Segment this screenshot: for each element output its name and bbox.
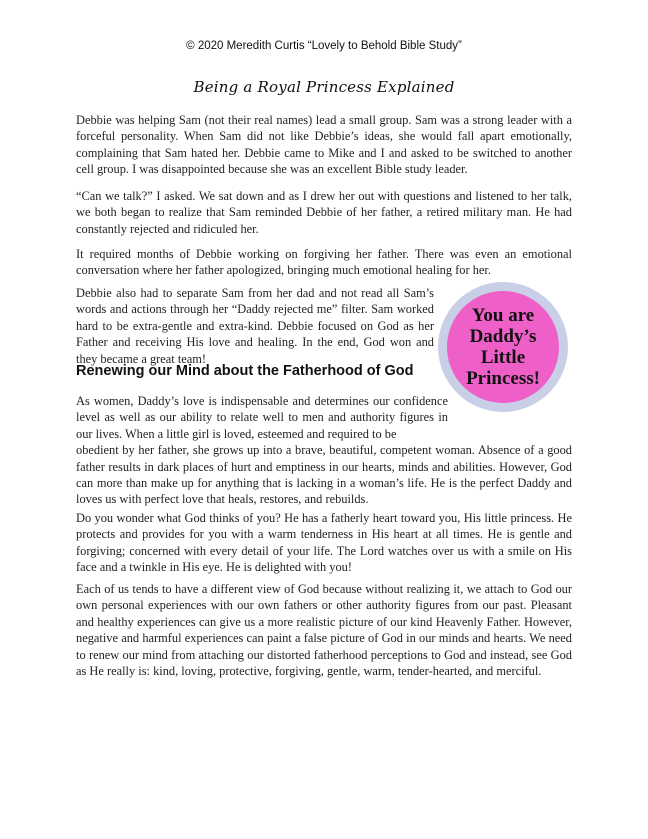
page-header: © 2020 Meredith Curtis “Lovely to Behold Bible Study” [186,40,462,52]
badge-line-1: You are [471,305,535,326]
paragraph-3: It required months of Debbie working on forgiving her father. There was even an emotional conversation where her father apologized, bringing much emotional healing for her. [76,247,572,278]
badge-line-4: Princess! [466,368,540,389]
paragraph-2: “Can we talk?” I asked. We sat down and as I drew her out with questions and listened to her talk, we both began to realize that Sam reminded Debbie of her father, a retired military man. He had constantly rejected and ridiculed her. [76,189,572,236]
paragraph-1: Debbie was helping Sam (not their real names) lead a small group. Sam was a strong leader with a forceful personality. When Sam did not like Debbie’s ideas, she would fall apart emotionally, complaining that Sam hated her. Debbie came to Mike and I and asked to be switched to another cell group. I was disappointed because she was an excellent Bible study leader. [76,113,572,177]
princess-badge-text [466,305,540,389]
badge-line-2: Daddy’s [469,326,537,347]
paragraph-6: Do you wonder what God thinks of you? He has a fatherly heart toward you, His little princess. He protects and provides for you with a warm tenderness in His heart at all times. He is gentle and forgiving; concerned with every detail of your life. The Lord watches over us with a smile on His face and a twinkle in His eye. He is delighted with you! [76,511,572,575]
paragraph-5-rest: obedient by her father, she grows up into a brave, beautiful, competent woman. Absence of a good father results in dark places of hurt and emptiness in our hearts, minds and abilities. However, God can more than make up for anything that is lacking in a woman’s life. He is the perfect Daddy and loves us with perfect love that heals, restores, and rebuilds. [76,443,572,507]
paragraph-4: Debbie also had to separate Sam from her dad and not read all Sam’s words and actions through her “Daddy rejected me” filter. Sam worked hard to be extra-gentle and extra-kind. Debbie focused on God as her Father and receiving His love and healing. In the end, God won and they became a great team! [76,286,434,366]
paragraph-5 [76,393,572,508]
paragraph-5-wrapped: As women, Daddy’s love is indispensable and determines our confidence level as well as our ability to relate well to men and authority figures in our lives. When a little girl is loved, esteemed and required to be [76,394,448,441]
princess-badge-circle [447,291,559,403]
section-heading: Renewing our Mind about the Fatherhood of God [76,363,414,379]
page-title: Being a Royal Princess Explained [193,78,455,96]
paragraph-7: Each of us tends to have a different view of God because without realizing it, we attach to God our own personal experiences with our own fathers or other authority figures from our past. Pleasant and healthy experiences can give us a more realistic picture of our kind Heavenly Father. However, negative and harmful experiences can paint a false picture of God in our minds and hearts. We need to renew our mind from attaching our distorted fatherhood perceptions to God and instead, see God as He really is: kind, loving, protective, forgiving, gentle, warm, tender-hearted, and merciful. [76,582,572,679]
badge-line-3: Little [480,347,526,368]
